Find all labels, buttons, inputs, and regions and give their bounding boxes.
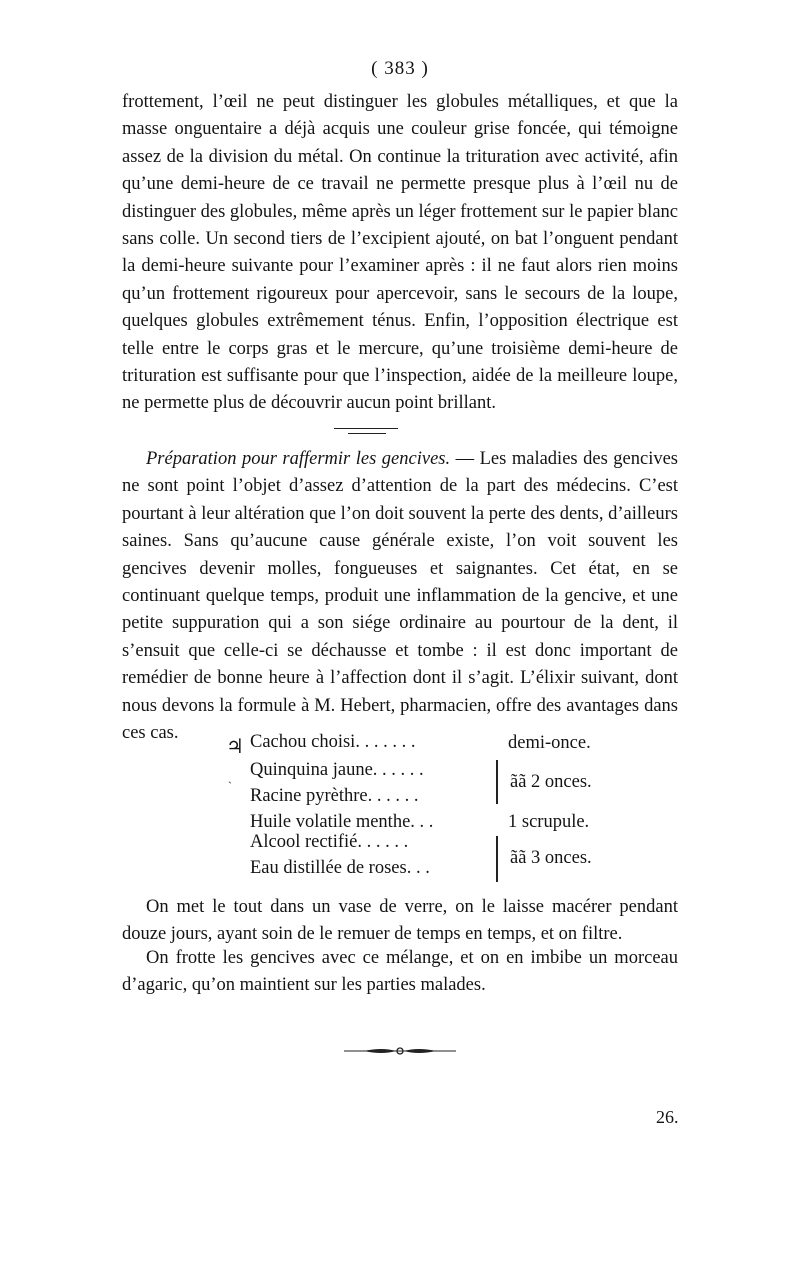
formula-ingredient: Quinquina jaune. . . . . .: [250, 760, 424, 780]
formula-ingredient: Cachou choisi. . . . . . .: [250, 732, 416, 752]
formula-quantity: 1 scrupule.: [508, 812, 590, 832]
formula-ingredient: Huile volatile menthe. . .: [250, 812, 434, 832]
margin-mark-icon: ˎ: [228, 770, 232, 784]
formula-quantity: demi-once.: [508, 733, 591, 753]
paragraph-gencives: [122, 446, 678, 747]
formula-quantity: ãã 2 onces.: [510, 772, 592, 792]
brace-icon: [496, 760, 498, 804]
signature-mark: 26.: [656, 1107, 679, 1127]
formula-quantity: ãã 3 onces.: [510, 848, 592, 868]
formula-ingredient: Alcool rectifié. . . . . .: [250, 832, 409, 852]
brace-icon: [496, 836, 498, 882]
paragraph-preparation: On met le tout dans un vase de verre, on le laisse macérer pendant douze jours, ayant soin de le remuer de temps en temps, et on filtre.: [122, 897, 678, 945]
section-divider: [334, 428, 398, 429]
ornament-divider-icon: [344, 1046, 456, 1056]
page-number: ( 383 ): [371, 58, 429, 79]
jupiter-recipe-symbol-icon: ♃: [226, 736, 244, 758]
paragraph-gencives-text: — Les maladies des gencives ne sont point l’objet d’assez d’attention de la part des médecins. C’est pourtant à leur altération que l’on doit souvent la perte des dents, d’ailleurs saines. Sans qu’aucune cause générale existe, l’on voit souvent les gencives devenir molles, fongueuses et saignantes. Cet état, en se continuant quelque temps, produit une inflammation de la gencive, et une petite suppuration qui a son siége ordinaire au pourtour de la dent, il s’ensuit que celle-ci se déchausse et tombe : il est donc important de remédier de bonne heure à l’affection dont il s’agit. L’élixir suivant, dont nous devons la formule à M. Hebert, pharmacien, offre des avantages dans ces cas.: [122, 449, 678, 744]
section-title: Préparation pour raffermir les gencives.: [146, 449, 451, 469]
paragraph-usage: On frotte les gencives avec ce mélange, et on en imbibe un morceau d’agaric, qu’on maintient sur les parties malades.: [122, 948, 678, 996]
paragraph-trituration: frottement, l’œil ne peut distinguer les globules métalliques, et que la masse onguentaire a déjà acquis une couleur grise foncée, qui témoigne assez de la division du métal. On continue la trituration avec activité, afin qu’une demi-heure de ce travail ne permette presque plus à l’œil nu de distinguer des globules, même après un léger frottement sur le papier blanc sans colle. Un second tiers de l’excipient ajouté, on bat l’onguent pendant la demi-heure suivante pour l’examiner après : il ne faut alors rien moins qu’un frottement rigoureux pour apercevoir, sans le secours de la loupe, quelques globules extrêmement ténus. Enfin, l’opposition électrique est telle entre le corps gras et le mercure, qu’une troisième demi-heure de trituration est suffisante pour que l’inspection, aidée de la meilleure loupe, ne permette plus de découvrir aucun point brillant.: [122, 92, 678, 414]
formula-ingredient: Racine pyrèthre. . . . . .: [250, 786, 419, 806]
formula-ingredient: Eau distillée de roses. . .: [250, 858, 430, 878]
section-divider-short: [348, 433, 386, 434]
